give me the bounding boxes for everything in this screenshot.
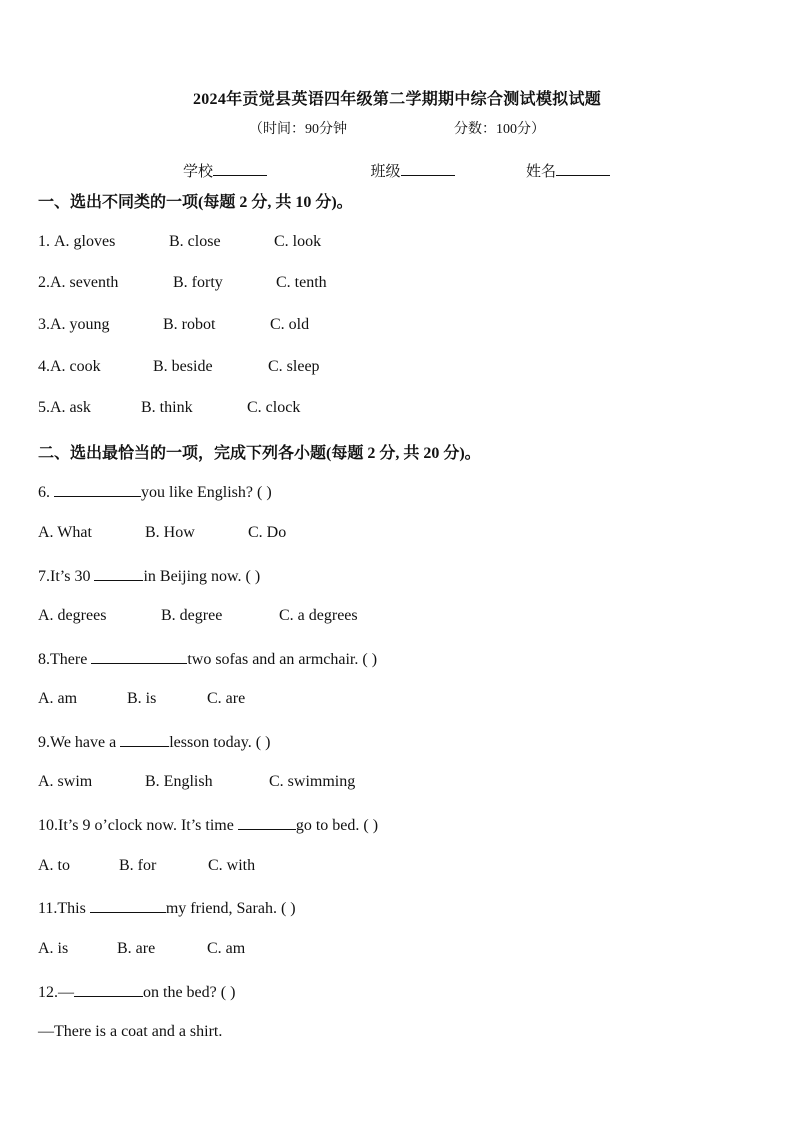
answer-blank[interactable] bbox=[120, 732, 169, 747]
question-2 bbox=[38, 274, 327, 292]
class-blank[interactable] bbox=[401, 161, 455, 176]
option-c[interactable]: C. with bbox=[208, 857, 256, 874]
question-9 bbox=[38, 732, 270, 752]
option-b[interactable]: B. How bbox=[145, 524, 195, 541]
name-label: 姓名 bbox=[526, 164, 557, 180]
option-a[interactable]: A. gloves bbox=[54, 233, 116, 250]
question-number: 5. bbox=[38, 399, 50, 416]
option-a[interactable]: A. seventh bbox=[50, 274, 119, 291]
option-a[interactable]: A. am bbox=[38, 690, 78, 707]
question-number: 1. bbox=[38, 233, 54, 250]
question-10-options bbox=[38, 857, 255, 875]
class-field bbox=[371, 160, 455, 181]
option-a[interactable]: A. degrees bbox=[38, 607, 107, 624]
exam-meta bbox=[0, 118, 794, 138]
question-stem: 6. bbox=[38, 484, 54, 501]
option-c[interactable]: C. look bbox=[274, 233, 322, 250]
question-stem: go to bed. ( ) bbox=[295, 817, 379, 834]
question-stem: 12.— bbox=[38, 984, 74, 1001]
question-9-options bbox=[38, 773, 355, 791]
question-stem: you like English? ( ) bbox=[141, 484, 272, 501]
question-10 bbox=[38, 815, 378, 835]
option-c[interactable]: C. tenth bbox=[276, 274, 327, 291]
option-b[interactable]: B. English bbox=[145, 773, 213, 790]
answer-blank[interactable] bbox=[74, 982, 143, 997]
option-b[interactable]: B. robot bbox=[163, 316, 216, 333]
question-stem: 7.It’s 30 bbox=[38, 568, 95, 585]
question-number: 2. bbox=[38, 274, 50, 291]
school-blank[interactable] bbox=[213, 161, 267, 176]
question-5 bbox=[38, 399, 300, 417]
question-11-options bbox=[38, 940, 245, 958]
question-7-options bbox=[38, 607, 358, 625]
question-6-options bbox=[38, 524, 286, 542]
question-stem: lesson today. ( ) bbox=[169, 734, 271, 751]
question-12 bbox=[38, 982, 235, 1002]
option-a[interactable]: A. young bbox=[50, 316, 110, 333]
question-8 bbox=[38, 649, 377, 669]
question-stem: on the bed? ( ) bbox=[143, 984, 236, 1001]
option-b[interactable]: B. close bbox=[169, 233, 221, 250]
question-stem: two sofas and an armchair. ( ) bbox=[187, 651, 378, 668]
option-a[interactable]: A. to bbox=[38, 857, 70, 874]
option-c[interactable]: C. sleep bbox=[268, 358, 320, 375]
name-field bbox=[526, 160, 610, 181]
answer-blank[interactable] bbox=[90, 898, 166, 913]
answer-blank[interactable] bbox=[54, 482, 141, 497]
option-b[interactable]: B. beside bbox=[153, 358, 213, 375]
exam-title: 2024年贡觉县英语四年级第二学期期中综合测试模拟试题 bbox=[192, 91, 602, 108]
answer-blank[interactable] bbox=[238, 815, 296, 830]
option-c[interactable]: C. a degrees bbox=[279, 607, 358, 624]
section2-heading: 二、选出最恰当的一项，完成下列各小题(每题 2 分, 共 20 分)。 bbox=[38, 445, 481, 462]
class-label: 班级 bbox=[370, 164, 401, 180]
option-c[interactable]: C. clock bbox=[247, 399, 301, 416]
option-c[interactable]: C. Do bbox=[248, 524, 287, 541]
question-stem: my friend, Sarah. ( ) bbox=[165, 900, 296, 917]
question-stem: in Beijing now. ( ) bbox=[143, 568, 261, 585]
option-c[interactable]: C. swimming bbox=[269, 773, 356, 790]
question-12-response: —There is a coat and a shirt. bbox=[38, 1023, 223, 1040]
option-a[interactable]: A. cook bbox=[50, 358, 101, 375]
option-b[interactable]: B. for bbox=[119, 857, 157, 874]
question-11 bbox=[38, 898, 296, 918]
score-info: 分数：100分） bbox=[454, 122, 545, 137]
option-b[interactable]: B. think bbox=[141, 399, 193, 416]
option-a[interactable]: A. ask bbox=[50, 399, 91, 416]
question-7 bbox=[38, 566, 260, 586]
option-a[interactable]: A. is bbox=[38, 940, 69, 957]
section1-heading: 一、选出不同类的一项(每题 2 分, 共 10 分)。 bbox=[38, 194, 353, 211]
student-info bbox=[183, 160, 610, 181]
option-c[interactable]: C. old bbox=[270, 316, 310, 333]
answer-blank[interactable] bbox=[94, 566, 143, 581]
question-stem: 8.There bbox=[38, 651, 92, 668]
option-a[interactable]: A. What bbox=[38, 524, 92, 541]
option-b[interactable]: B. forty bbox=[173, 274, 223, 291]
question-number: 3. bbox=[38, 316, 50, 333]
question-8-options bbox=[38, 690, 245, 708]
question-3 bbox=[38, 316, 309, 334]
option-a[interactable]: A. swim bbox=[38, 773, 93, 790]
option-b[interactable]: B. is bbox=[127, 690, 157, 707]
question-6 bbox=[38, 482, 272, 502]
question-stem: 10.It’s 9 o’clock now. It’s time bbox=[38, 817, 238, 834]
school-field bbox=[183, 160, 267, 181]
time-info: （时间：90分钟 bbox=[249, 122, 347, 137]
question-1 bbox=[38, 233, 321, 251]
question-stem: 11.This bbox=[38, 900, 90, 917]
school-label: 学校 bbox=[183, 164, 214, 180]
option-c[interactable]: C. am bbox=[207, 940, 246, 957]
question-4 bbox=[38, 358, 320, 376]
answer-blank[interactable] bbox=[91, 649, 187, 664]
option-c[interactable]: C. are bbox=[207, 690, 246, 707]
question-number: 4. bbox=[38, 358, 50, 375]
question-stem: 9.We have a bbox=[38, 734, 121, 751]
name-blank[interactable] bbox=[556, 161, 610, 176]
option-b[interactable]: B. degree bbox=[161, 607, 223, 624]
option-b[interactable]: B. are bbox=[117, 940, 156, 957]
